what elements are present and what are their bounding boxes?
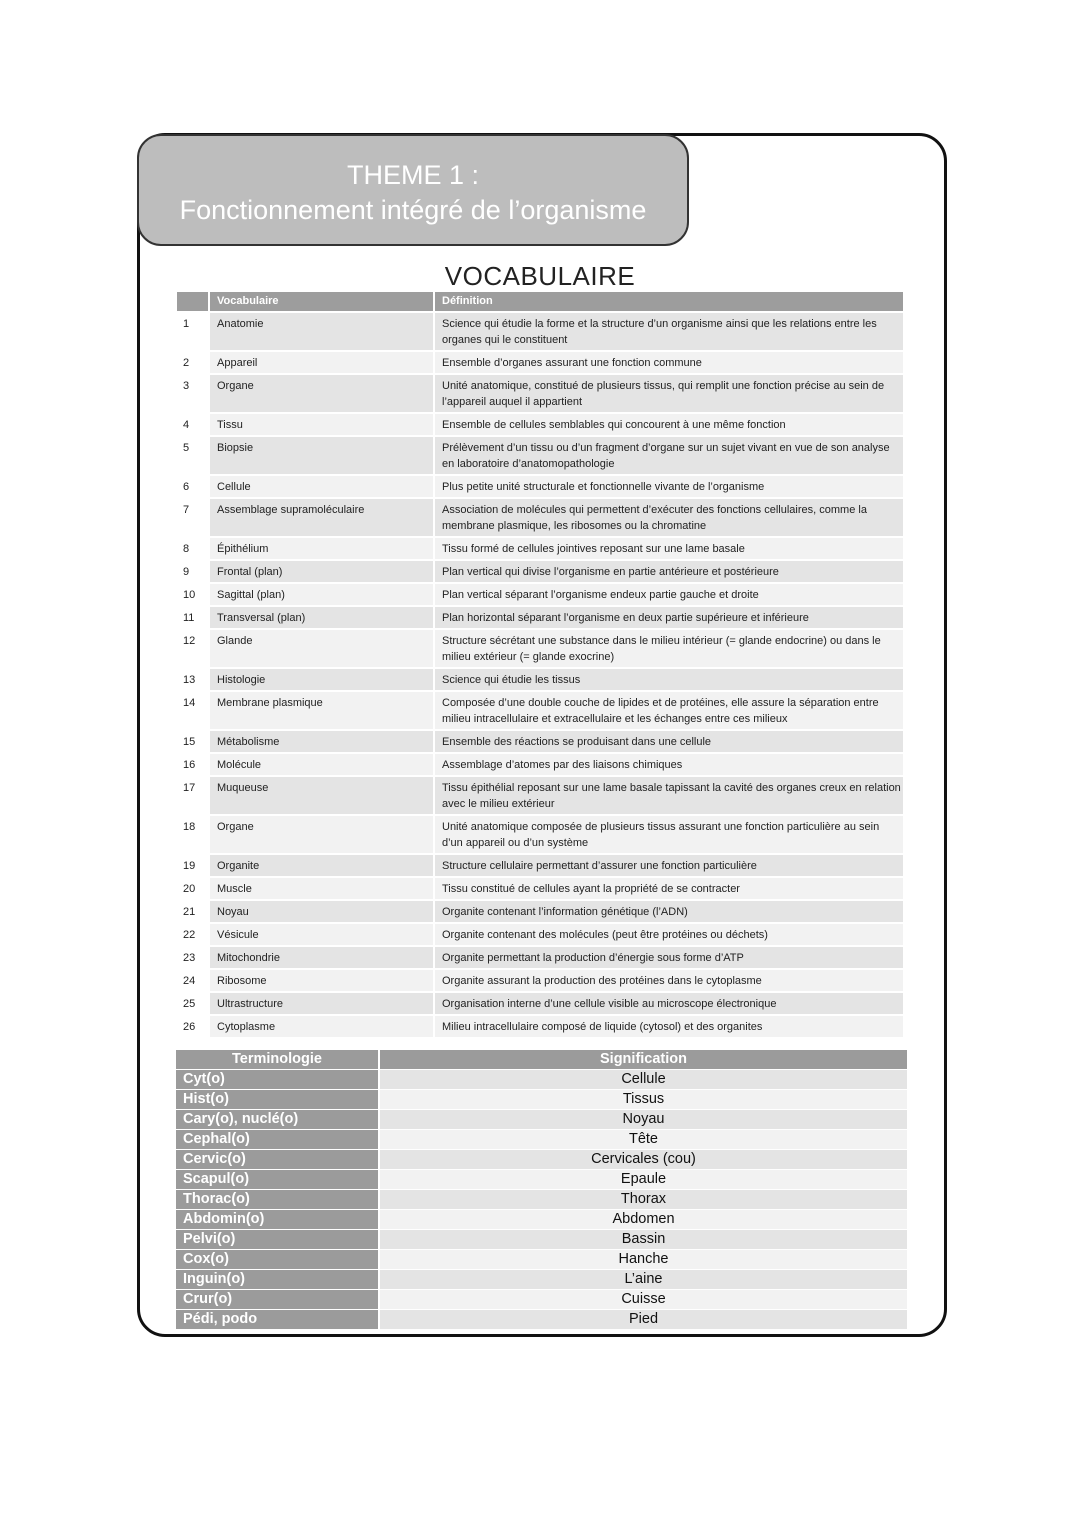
row-number: 11: [177, 607, 210, 628]
definition-text: Structure cellulaire permettant d’assurer une fonction particulière: [435, 855, 903, 876]
terminology-root: Abdomin(o): [176, 1210, 378, 1230]
vocabulary-term: Cytoplasme: [210, 1016, 435, 1037]
vocabulary-term: Tissu: [210, 414, 435, 435]
definition-text: Unité anatomique, constitué de plusieurs tissus, qui remplit une fonction précise au sein de l’appareil auquel il appartient: [435, 375, 903, 412]
vocabulary-term: Organite: [210, 855, 435, 876]
vocabulary-term: Ultrastructure: [210, 993, 435, 1014]
terminology-root: Crur(o): [176, 1290, 378, 1310]
terminology-root: Pelvi(o): [176, 1230, 378, 1250]
table-row: [177, 777, 903, 816]
header-number-cell: [177, 292, 210, 311]
row-number: 10: [177, 584, 210, 605]
vocabulary-term: Organe: [210, 816, 435, 853]
theme-title: Fonctionnement intégré de l’organisme: [179, 195, 647, 225]
table-row: [177, 584, 903, 607]
definition-text: Association de molécules qui permettent d’exécuter des fonctions cellulaires, comme la membrane plasmique, les ribosomes ou la chromatine: [435, 499, 903, 536]
terminology-meaning: Thorax: [380, 1190, 907, 1210]
terminology-root: Hist(o): [176, 1090, 378, 1110]
definition-text: Milieu intracellulaire composé de liquide (cytosol) et des organites: [435, 1016, 903, 1037]
table-row: [176, 1250, 907, 1270]
vocabulary-term: Métabolisme: [210, 731, 435, 752]
table-row: [176, 1130, 907, 1150]
row-number: 12: [177, 630, 210, 667]
definition-text: Ensemble des réactions se produisant dans une cellule: [435, 731, 903, 752]
definition-text: Structure sécrétant une substance dans le milieu intérieur (= glande endocrine) ou dans le milieu extérieur (= glande exocrine): [435, 630, 903, 667]
vocabulary-term: Transversal (plan): [210, 607, 435, 628]
table-row: [177, 414, 903, 437]
terminology-meaning: Abdomen: [380, 1210, 907, 1230]
row-number: 14: [177, 692, 210, 729]
table-row: [177, 692, 903, 731]
terminology-root: Cephal(o): [176, 1130, 378, 1150]
definition-text: Organite contenant l’information génétique (l’ADN): [435, 901, 903, 922]
header-signification: Signification: [380, 1050, 907, 1070]
terminology-meaning: Pied: [380, 1310, 907, 1330]
definition-text: Plan vertical séparant l’organisme endeux partie gauche et droite: [435, 584, 903, 605]
table-row: [176, 1270, 907, 1290]
definition-text: Tissu constitué de cellules ayant la propriété de se contracter: [435, 878, 903, 899]
vocabulary-term: Membrane plasmique: [210, 692, 435, 729]
terminology-meaning: Cervicales (cou): [380, 1150, 907, 1170]
theme-header: [137, 134, 689, 246]
table-row: [176, 1230, 907, 1250]
vocabulary-term: Vésicule: [210, 924, 435, 945]
terminology-root: Thorac(o): [176, 1190, 378, 1210]
table-row: [177, 499, 903, 538]
definition-text: Tissu formé de cellules jointives reposant sur une lame basale: [435, 538, 903, 559]
table-row: [176, 1150, 907, 1170]
table-row: [177, 630, 903, 669]
row-number: 26: [177, 1016, 210, 1037]
table-row: [176, 1310, 907, 1330]
header-terminology: Terminologie: [176, 1050, 378, 1070]
definition-text: Assemblage d’atomes par des liaisons chimiques: [435, 754, 903, 775]
terminology-meaning: Cuisse: [380, 1290, 907, 1310]
terminology-table-body: [176, 1070, 907, 1330]
vocabulary-term: Organe: [210, 375, 435, 412]
table-row: [177, 754, 903, 777]
vocabulary-term: Histologie: [210, 669, 435, 690]
table-row: [177, 1016, 903, 1039]
definition-text: Unité anatomique composée de plusieurs tissus assurant une fonction particulière au sein d’un appareil ou d’un système: [435, 816, 903, 853]
page-title: VOCABULAIRE: [444, 261, 636, 291]
terminology-meaning: Cellule: [380, 1070, 907, 1090]
definition-text: Plan horizontal séparant l’organisme en deux partie supérieure et inférieure: [435, 607, 903, 628]
definition-text: Plan vertical qui divise l’organisme en partie antérieure et postérieure: [435, 561, 903, 582]
row-number: 4: [177, 414, 210, 435]
table-row: [177, 855, 903, 878]
header-vocabulary: Vocabulaire: [210, 292, 435, 311]
definition-text: Organite contenant des molécules (peut être protéines ou déchets): [435, 924, 903, 945]
table-row: [177, 561, 903, 584]
vocabulary-term: Appareil: [210, 352, 435, 373]
terminology-root: Cox(o): [176, 1250, 378, 1270]
definition-text: Plus petite unité structurale et fonctionnelle vivante de l’organisme: [435, 476, 903, 497]
row-number: 3: [177, 375, 210, 412]
table-row: [177, 538, 903, 561]
row-number: 8: [177, 538, 210, 559]
table-row: [177, 731, 903, 754]
definition-text: Science qui étudie la forme et la structure d’un organisme ainsi que les relations entre les organes qui le constituent: [435, 313, 903, 350]
terminology-root: Cervic(o): [176, 1150, 378, 1170]
vocabulary-term: Noyau: [210, 901, 435, 922]
terminology-root: Cyt(o): [176, 1070, 378, 1090]
row-number: 6: [177, 476, 210, 497]
table-row: [177, 970, 903, 993]
row-number: 24: [177, 970, 210, 991]
vocabulary-term: Cellule: [210, 476, 435, 497]
definition-text: Ensemble de cellules semblables qui concourent à une même fonction: [435, 414, 903, 435]
table-row: [176, 1190, 907, 1210]
definition-text: Tissu épithélial reposant sur une lame basale tapissant la cavité des organes creux en relation avec le milieu extérieur: [435, 777, 903, 814]
terminology-root: Inguin(o): [176, 1270, 378, 1290]
table-row: [176, 1090, 907, 1110]
vocabulary-term: Muscle: [210, 878, 435, 899]
vocabulary-term: Glande: [210, 630, 435, 667]
terminology-root: Cary(o), nuclé(o): [176, 1110, 378, 1130]
row-number: 17: [177, 777, 210, 814]
row-number: 9: [177, 561, 210, 582]
table-row: [177, 947, 903, 970]
terminology-meaning: Tête: [380, 1130, 907, 1150]
vocabulary-term: Biopsie: [210, 437, 435, 474]
terminology-meaning: Tissus: [380, 1090, 907, 1110]
table-row: [177, 993, 903, 1016]
definition-text: Ensemble d’organes assurant une fonction commune: [435, 352, 903, 373]
row-number: 21: [177, 901, 210, 922]
table-row: [177, 669, 903, 692]
terminology-table-header: [176, 1050, 907, 1070]
vocabulary-table-body: [177, 313, 903, 1039]
header-definition: Définition: [435, 292, 903, 311]
row-number: 16: [177, 754, 210, 775]
terminology-meaning: Epaule: [380, 1170, 907, 1190]
vocabulary-term: Mitochondrie: [210, 947, 435, 968]
table-row: [177, 878, 903, 901]
terminology-table: [176, 1050, 907, 1330]
table-row: [177, 816, 903, 855]
vocabulary-term: Ribosome: [210, 970, 435, 991]
vocabulary-term: Muqueuse: [210, 777, 435, 814]
vocabulary-table: [177, 292, 903, 1039]
table-row: [177, 901, 903, 924]
row-number: 2: [177, 352, 210, 373]
table-row: [177, 313, 903, 352]
table-row: [176, 1070, 907, 1090]
table-row: [177, 607, 903, 630]
table-row: [176, 1210, 907, 1230]
row-number: 15: [177, 731, 210, 752]
row-number: 25: [177, 993, 210, 1014]
table-row: [176, 1110, 907, 1130]
row-number: 22: [177, 924, 210, 945]
vocabulary-term: Assemblage supramoléculaire: [210, 499, 435, 536]
row-number: 13: [177, 669, 210, 690]
terminology-root: Scapul(o): [176, 1170, 378, 1190]
vocabulary-term: Anatomie: [210, 313, 435, 350]
terminology-meaning: Bassin: [380, 1230, 907, 1250]
table-row: [177, 375, 903, 414]
row-number: 23: [177, 947, 210, 968]
table-row: [177, 352, 903, 375]
table-row: [176, 1170, 907, 1190]
row-number: 20: [177, 878, 210, 899]
definition-text: Organisation interne d’une cellule visible au microscope électronique: [435, 993, 903, 1014]
definition-text: Organite assurant la production des protéines dans le cytoplasme: [435, 970, 903, 991]
vocabulary-term: Sagittal (plan): [210, 584, 435, 605]
table-row: [176, 1290, 907, 1310]
definition-text: Organite permettant la production d’énergie sous forme d’ATP: [435, 947, 903, 968]
terminology-root: Pédi, podo: [176, 1310, 378, 1330]
table-row: [177, 437, 903, 476]
terminology-meaning: Hanche: [380, 1250, 907, 1270]
row-number: 7: [177, 499, 210, 536]
vocabulary-term: Épithélium: [210, 538, 435, 559]
vocabulary-term: Molécule: [210, 754, 435, 775]
definition-text: Science qui étudie les tissus: [435, 669, 903, 690]
table-row: [177, 476, 903, 499]
theme-number: THEME 1 :: [346, 160, 480, 190]
row-number: 1: [177, 313, 210, 350]
vocabulary-table-header: [177, 292, 903, 313]
definition-text: Prélèvement d’un tissu ou d’un fragment d’organe sur un sujet vivant en vue de son analyse en laboratoire d’anatomopathologie: [435, 437, 903, 474]
vocabulary-term: Frontal (plan): [210, 561, 435, 582]
terminology-meaning: Noyau: [380, 1110, 907, 1130]
table-row: [177, 924, 903, 947]
row-number: 19: [177, 855, 210, 876]
row-number: 5: [177, 437, 210, 474]
definition-text: Composée d’une double couche de lipides et de protéines, elle assure la séparation entre milieu intracellulaire et extracellulaire et les échanges entre ces milieux: [435, 692, 903, 729]
terminology-meaning: L’aine: [380, 1270, 907, 1290]
row-number: 18: [177, 816, 210, 853]
